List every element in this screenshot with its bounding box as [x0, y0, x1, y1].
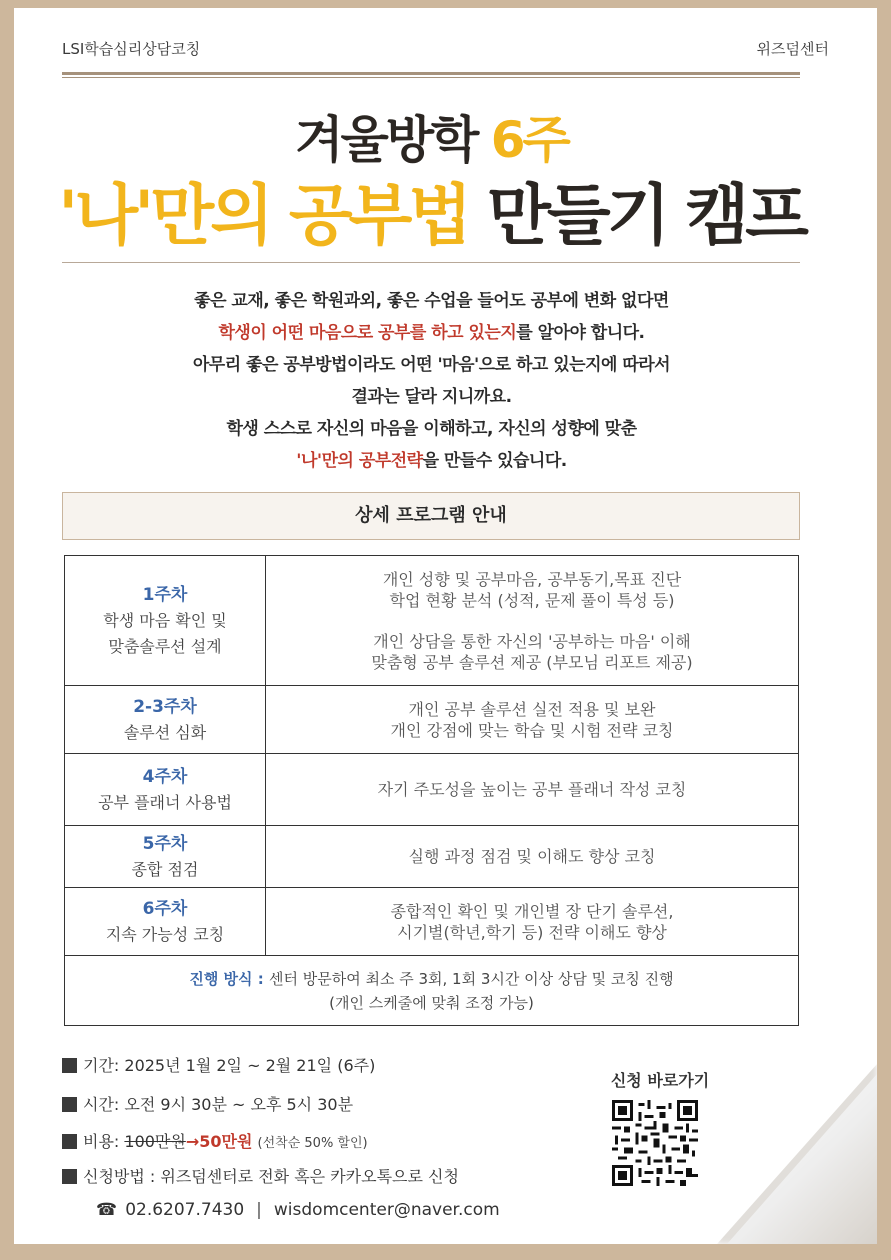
main-title-line2 [0, 162, 863, 257]
week-name: 솔루션 심화 [123, 722, 207, 742]
arrow-right-icon: → [185, 1132, 200, 1151]
description-line: 시기별(학년,학기 등) 전략 이해도 향상 [397, 922, 667, 942]
program-section-title: 상세 프로그램 안내 [62, 492, 800, 540]
table-row [65, 888, 799, 956]
bullet-square-icon [62, 1058, 77, 1073]
intro-line-5: 학생 스스로 자신의 마음을 이해하고, 자신의 성향에 맞춘 [226, 419, 637, 439]
table-row [65, 826, 799, 888]
intro-line-6-rest: 을 만들수 있습니다. [422, 451, 567, 471]
description-line: 종합적인 확인 및 개인별 장 단기 솔루션, [390, 901, 674, 921]
time-text: 시간: 오전 9시 30분 ~ 오후 5시 30분 [83, 1095, 354, 1114]
description-cell [266, 556, 799, 686]
method-note: (개인 스케줄에 맞춰 조정 가능) [329, 993, 534, 1012]
week-cell [65, 754, 266, 826]
description-line: 개인 성향 및 공부마음, 공부동기,목표 진단 [382, 569, 682, 589]
description-cell [266, 686, 799, 754]
intro-line-6 [0, 445, 863, 477]
table-row [65, 686, 799, 754]
method-text: 센터 방문하여 최소 주 3회, 1회 3시간 이상 상담 및 코칭 진행 [269, 969, 674, 988]
description-cell [266, 888, 799, 956]
fee-original: 100만원 [124, 1132, 186, 1151]
week-label: 4주차 [142, 766, 188, 787]
week-name: 학생 마음 확인 및 [103, 610, 227, 630]
week-cell [65, 826, 266, 888]
intro-line-1: 좋은 교재, 좋은 학원과외, 좋은 수업을 들어도 공부에 변화 없다면 [194, 291, 669, 311]
bullet-square-icon [62, 1097, 77, 1112]
title-line1-main: 겨울방학 [295, 111, 491, 169]
week-name: 지속 가능성 코칭 [105, 924, 225, 944]
week-cell [65, 686, 266, 754]
description-line: 맞춤형 공부 솔루션 제공 (부모님 리포트 제공) [371, 652, 693, 672]
page-curl [727, 1074, 877, 1244]
contact-separator: | [256, 1200, 262, 1220]
intro-line-6-highlight: '나'만의 공부전략 [296, 451, 423, 471]
header-divider-thin [62, 77, 800, 78]
email-address[interactable]: wisdomcenter@naver.com [273, 1200, 500, 1220]
description-line: 개인 상담을 통한 자신의 '공부하는 마음' 이해 [373, 631, 691, 651]
intro-line-2-rest: 를 알아야 합니다. [516, 323, 645, 343]
title-line2-accent: '나'만의 공부법 [58, 177, 469, 254]
week-cell [65, 888, 266, 956]
title-divider [62, 262, 800, 263]
method-label: 진행 방식 : [189, 969, 269, 988]
program-table [64, 555, 799, 1026]
week-label: 1주차 [142, 584, 188, 605]
info-fee [62, 1129, 368, 1152]
apply-link-label[interactable]: 신청 바로가기 [610, 1071, 710, 1090]
table-row [65, 754, 799, 826]
header-right-title: 위즈덤센터 [756, 40, 829, 58]
description-line: 학업 현황 분석 (성적, 문제 풀이 특성 등) [389, 590, 675, 610]
fee-note: (선착순 50% 할인) [257, 1136, 368, 1151]
method-cell [65, 956, 799, 1026]
description-cell [266, 754, 799, 826]
bullet-square-icon [62, 1169, 77, 1184]
phone-icon: ☎ [96, 1200, 118, 1220]
qr-code-icon[interactable] [612, 1100, 698, 1186]
week-cell [65, 556, 266, 686]
description-line: 개인 공부 솔루션 실전 적용 및 보완 [408, 699, 656, 719]
intro-line-2 [0, 317, 863, 349]
fee-label: 비용: [83, 1132, 125, 1151]
week-name: 맞춤솔루션 설계 [108, 636, 222, 656]
description-line: 개인 강점에 맞는 학습 및 시험 전략 코칭 [390, 720, 674, 740]
apply-method-text: 신청방법 : 위즈덤센터로 전화 혹은 카카오톡으로 신청 [83, 1167, 459, 1186]
intro-line-4: 결과는 달라 지니까요. [351, 387, 512, 407]
intro-text [0, 285, 863, 477]
week-label: 5주차 [142, 833, 188, 854]
bullet-square-icon [62, 1134, 77, 1149]
week-label: 2-3주차 [133, 696, 197, 717]
title-line2-main: 만들기 캠프 [468, 177, 805, 254]
fee-discounted: 50만원 [199, 1132, 253, 1151]
intro-line-3: 아무리 좋은 공부방법이라도 어떤 '마음'으로 하고 있는지에 따라서 [192, 355, 671, 375]
phone-number[interactable]: 02.6207.7430 [125, 1200, 245, 1220]
intro-line-2-highlight: 학생이 어떤 마음으로 공부를 하고 있는지 [218, 323, 517, 343]
period-text: 기간: 2025년 1월 2일 ~ 2월 21일 (6주) [83, 1056, 376, 1075]
table-row [65, 956, 799, 1026]
week-name: 종합 점검 [131, 859, 199, 879]
info-period [62, 1053, 375, 1076]
info-apply [62, 1164, 459, 1187]
week-label: 6주차 [142, 898, 188, 919]
table-row [65, 556, 799, 686]
info-time [62, 1092, 353, 1115]
method-line [65, 967, 798, 991]
contact-line [96, 1200, 500, 1220]
week-name: 공부 플래너 사용법 [98, 792, 232, 812]
header-left-title: LSI학습심리상담코칭 [62, 40, 201, 58]
header-divider [62, 72, 800, 75]
description-line: 실행 과정 점검 및 이해도 향상 코칭 [408, 847, 656, 866]
description-spacer [266, 611, 798, 631]
title-line1-accent: 6주 [490, 111, 568, 169]
description-cell [266, 826, 799, 888]
description-line: 자기 주도성을 높이는 공부 플래너 작성 코칭 [377, 780, 687, 799]
